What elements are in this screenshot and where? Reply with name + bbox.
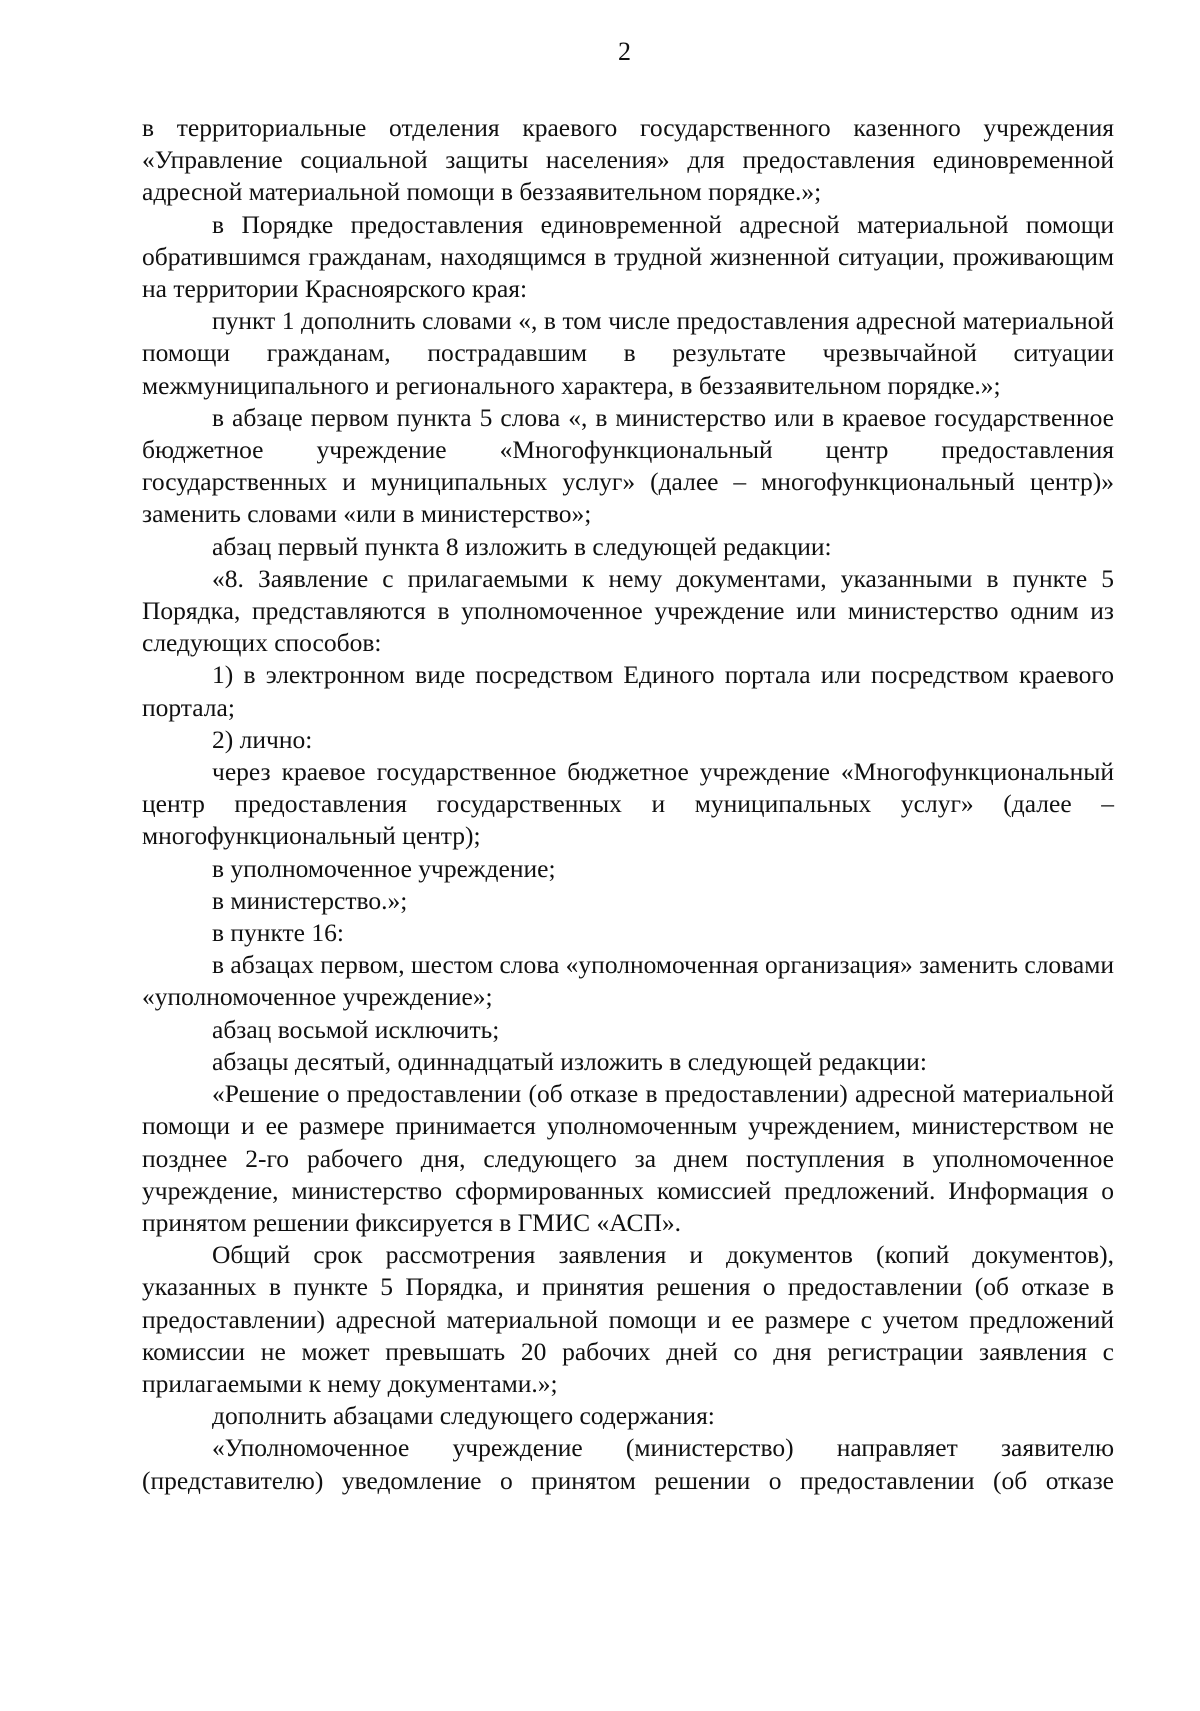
paragraph-5: абзац первый пункта 8 изложить в следующей редакции: xyxy=(212,531,832,561)
paragraph-13: в абзацах первом, шестом слова «уполномоченная организация» заменить словами «уполномоченное учреждение»; xyxy=(142,950,1114,1012)
paragraph-12: в пункте 16: xyxy=(212,918,344,948)
paragraph-1: в территориальные отделения краевого государственного казенного учреждения «Управление социальной защиты населения» для предоставления единовременной адресной материальной помощи в беззаявительном порядке.»; xyxy=(142,113,1114,207)
paragraph-7: 1) в электронном виде посредством Единого портала или посредством краевого портала; xyxy=(142,660,1114,722)
paragraph-14: абзац восьмой исключить; xyxy=(212,1014,500,1044)
paragraph-17: Общий срок рассмотрения заявления и документов (копий документов), указанных в пункте 5 Порядка, и принятия решения о предоставлении (об отказе в предоставлении) адресной материальной помощи и ее размере с учетом предложений комиссии не может превышать 20 рабочих дней со дня регистрации заявления с прилагаемыми к нему документами.»; xyxy=(142,1240,1114,1398)
paragraph-3: пункт 1 дополнить словами «, в том числе предоставления адресной материальной помощи гражданам, пострадавшим в результате чрезвычайной ситуации межмуниципального и регионального характера, в беззаявительном порядке.»; xyxy=(142,306,1114,400)
paragraph-16: «Решение о предоставлении (об отказе в предоставлении) адресной материальной помощи и ее размере принимается уполномоченным учреждением, министерством не позднее 2-го рабочего дня, следующего за днем поступления в уполномоченное учреждение, министерство сформированных комиссией предложений. Информация о принятом решении фиксируется в ГМИС «АСП». xyxy=(142,1079,1114,1237)
page-number: 2 xyxy=(618,37,631,66)
paragraph-8: 2) лично: xyxy=(212,724,313,754)
paragraph-11: в министерство.»; xyxy=(212,885,408,915)
paragraph-2: в Порядке предоставления единовременной адресной материальной помощи обратившимся гражданам, находящимся в трудной жизненной ситуации, проживающим на территории Красноярского края: xyxy=(142,209,1114,304)
document-body xyxy=(142,112,1114,1497)
paragraph-9: через краевое государственное бюджетное учреждение «Многофункциональный центр предоставления государственных и муниципальных услуг» (далее – многофункциональный центр); xyxy=(142,757,1114,851)
paragraph-18: дополнить абзацами следующего содержания: xyxy=(212,1401,715,1431)
paragraph-4: в абзаце первом пункта 5 слова «, в министерство или в краевое государственное бюджетное учреждение «Многофункциональный центр предоставления государственных и муниципальных услуг» (далее – многофункциональный центр)» заменить словами «или в министерство»; xyxy=(142,402,1114,529)
paragraph-10: в уполномоченное учреждение; xyxy=(212,853,556,883)
paragraph-6: «8. Заявление с прилагаемыми к нему документами, указанными в пункте 5 Порядка, представляются в уполномоченное учреждение или министерство одним из следующих способов: xyxy=(142,563,1114,658)
paragraph-19: «Уполномоченное учреждение (министерство) направляет заявителю (представителю) уведомление о принятом решении о предоставлении (об отказе xyxy=(142,1433,1114,1495)
paragraph-15: абзацы десятый, одиннадцатый изложить в следующей редакции: xyxy=(212,1046,927,1076)
